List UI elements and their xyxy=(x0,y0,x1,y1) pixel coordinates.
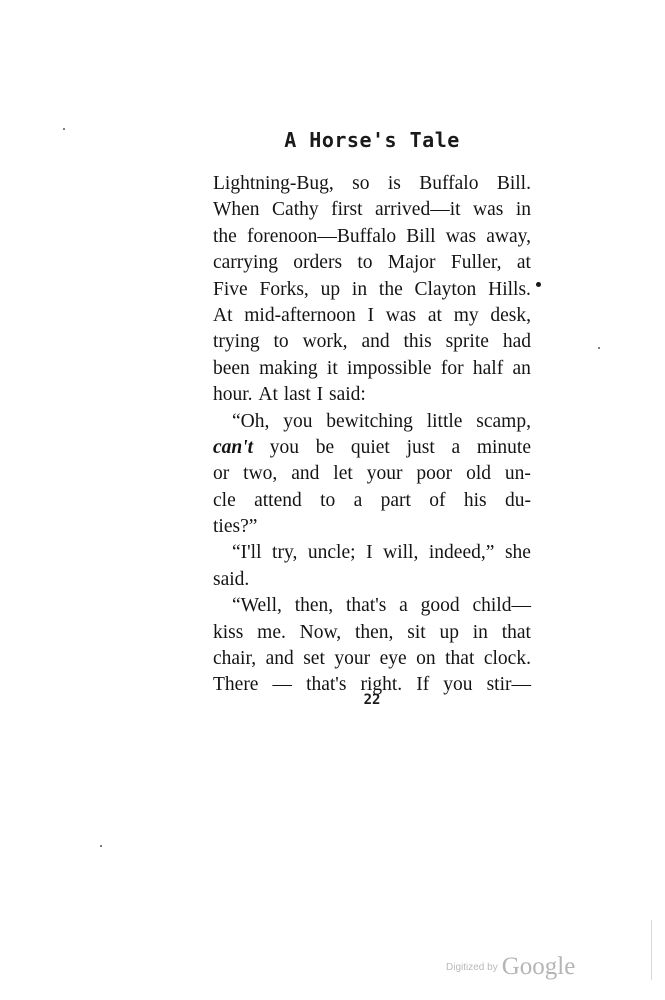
text-line xyxy=(213,382,531,408)
word: will, xyxy=(383,542,419,564)
word: eye xyxy=(379,648,407,670)
word: orders xyxy=(293,252,343,274)
word: sit xyxy=(407,621,426,643)
google-logo: Google xyxy=(501,953,576,980)
word: in xyxy=(351,278,368,300)
word: At xyxy=(258,384,278,406)
word: or xyxy=(213,463,230,485)
word: Major xyxy=(387,252,436,274)
word: right. xyxy=(360,674,403,696)
word: Five xyxy=(213,278,248,300)
word: poor xyxy=(416,463,453,485)
word: Buffalo xyxy=(419,173,479,194)
word: was xyxy=(473,199,504,221)
word: said. xyxy=(213,568,250,590)
word: said: xyxy=(329,384,366,406)
word: so xyxy=(352,173,370,194)
word: carrying xyxy=(213,252,278,274)
word: old xyxy=(466,463,491,485)
word: little xyxy=(426,410,463,432)
word: work, xyxy=(302,331,348,353)
word: I xyxy=(316,384,324,406)
word: first xyxy=(331,199,363,221)
word: that xyxy=(445,648,475,670)
word: at xyxy=(516,252,531,274)
text-line xyxy=(213,409,531,435)
word: had xyxy=(502,331,531,353)
scan-speck xyxy=(63,128,65,130)
word: Hills. xyxy=(488,278,531,300)
word: two, xyxy=(243,463,278,485)
word: Now, xyxy=(299,621,342,643)
word: set xyxy=(303,648,325,670)
text-line xyxy=(213,488,531,514)
text-line xyxy=(213,567,531,593)
text-line xyxy=(213,303,531,329)
word: cle xyxy=(213,489,236,511)
word: uncle; xyxy=(307,542,356,564)
word: good xyxy=(420,595,460,617)
scan-speck xyxy=(598,347,600,349)
word: the xyxy=(378,278,403,300)
word: impossible xyxy=(347,357,432,379)
word: kiss xyxy=(213,621,244,643)
word: been xyxy=(213,357,250,379)
word: Fuller, xyxy=(450,252,502,274)
running-head-title: A Horse's Tale xyxy=(284,128,460,152)
word: Bill xyxy=(406,225,436,247)
word: indeed,” xyxy=(428,542,495,564)
word: stir— xyxy=(486,674,531,696)
page-edge xyxy=(651,920,652,980)
word: part xyxy=(380,489,411,511)
text-line xyxy=(213,620,531,646)
word: Clayton xyxy=(414,278,477,300)
word: you xyxy=(443,674,473,696)
word: arrived—it xyxy=(374,199,461,221)
word: At xyxy=(213,304,233,326)
word: this xyxy=(403,331,432,353)
word: un- xyxy=(504,463,531,485)
margin-mark xyxy=(536,282,541,287)
word: Bill. xyxy=(496,173,531,194)
text-line xyxy=(213,224,531,250)
word: making xyxy=(259,357,318,379)
word: that xyxy=(501,621,531,643)
word: a xyxy=(451,436,461,458)
word: your xyxy=(366,463,403,485)
word: mid-afternoon xyxy=(244,304,356,326)
page-number: 22 xyxy=(363,692,381,708)
word: “I'll xyxy=(232,542,262,564)
word: on xyxy=(416,648,436,670)
word: is xyxy=(387,173,401,194)
word: in xyxy=(515,199,531,221)
word: child— xyxy=(472,595,531,617)
word: and xyxy=(265,648,294,670)
word: that's xyxy=(306,674,347,696)
word: to xyxy=(320,489,336,511)
text-line xyxy=(213,593,531,619)
word: attend xyxy=(254,489,302,511)
word: in xyxy=(472,621,488,643)
word: to xyxy=(273,331,289,353)
text-line xyxy=(213,329,531,355)
word: last xyxy=(283,384,311,406)
word: of xyxy=(429,489,446,511)
word: up xyxy=(320,278,341,300)
word: can't xyxy=(213,436,254,458)
word: half xyxy=(472,357,504,379)
scan-speck xyxy=(100,845,102,847)
word: clock. xyxy=(483,648,531,670)
text-line xyxy=(213,646,531,672)
text-line xyxy=(213,197,531,223)
word: ties?” xyxy=(213,516,258,538)
word: trying xyxy=(213,331,260,353)
word: was xyxy=(445,225,477,247)
word: a xyxy=(399,595,408,617)
text-line xyxy=(213,461,531,487)
word: try, xyxy=(272,542,298,564)
word: bewitching xyxy=(326,410,413,432)
word: that's xyxy=(345,595,387,617)
word: you xyxy=(269,436,300,458)
word: to xyxy=(357,252,373,274)
word: du- xyxy=(504,489,531,511)
word: chair, xyxy=(213,648,257,670)
text-line xyxy=(213,514,531,540)
word: the xyxy=(213,225,237,247)
word: she xyxy=(504,542,531,564)
word: just xyxy=(406,436,435,458)
word: it xyxy=(326,357,338,379)
text-line xyxy=(213,540,531,566)
word: away, xyxy=(486,225,531,247)
word: — xyxy=(272,674,293,696)
text-line xyxy=(213,435,531,461)
text-line xyxy=(213,356,531,382)
word: “Oh, xyxy=(232,410,270,432)
word: an xyxy=(512,357,531,379)
word: When xyxy=(213,199,260,221)
word: sprite xyxy=(445,331,489,353)
word: up xyxy=(439,621,459,643)
word: Lightning-Bug, xyxy=(213,173,334,194)
word: “Well, xyxy=(232,595,282,617)
word: me. xyxy=(257,621,286,643)
word: then, xyxy=(294,595,334,617)
text-line xyxy=(213,277,531,303)
word: hour. xyxy=(213,384,253,406)
word: a xyxy=(353,489,363,511)
word: and xyxy=(291,463,320,485)
word: and xyxy=(361,331,390,353)
word: Cathy xyxy=(272,199,319,221)
word: my xyxy=(453,304,479,326)
word: If xyxy=(416,674,430,696)
word: you xyxy=(283,410,313,432)
word: let xyxy=(333,463,353,485)
word: desk, xyxy=(490,304,531,326)
word: I xyxy=(366,542,373,564)
word: at xyxy=(427,304,442,326)
word: for xyxy=(440,357,464,379)
word: your xyxy=(334,648,371,670)
word: was xyxy=(385,304,417,326)
word: I xyxy=(367,304,375,326)
word: then, xyxy=(354,621,394,643)
digitization-watermark xyxy=(446,953,575,981)
word: scamp, xyxy=(476,410,531,432)
text-line xyxy=(213,250,531,276)
word: quiet xyxy=(350,436,390,458)
text-line xyxy=(213,171,531,197)
word: his xyxy=(463,489,487,511)
body-text xyxy=(213,171,531,699)
word: forenoon—Buffalo xyxy=(247,225,397,247)
word: There xyxy=(213,674,259,696)
watermark-prefix: Digitized by xyxy=(446,962,498,973)
word: minute xyxy=(476,436,531,458)
word: be xyxy=(315,436,335,458)
word: Forks, xyxy=(259,278,309,300)
